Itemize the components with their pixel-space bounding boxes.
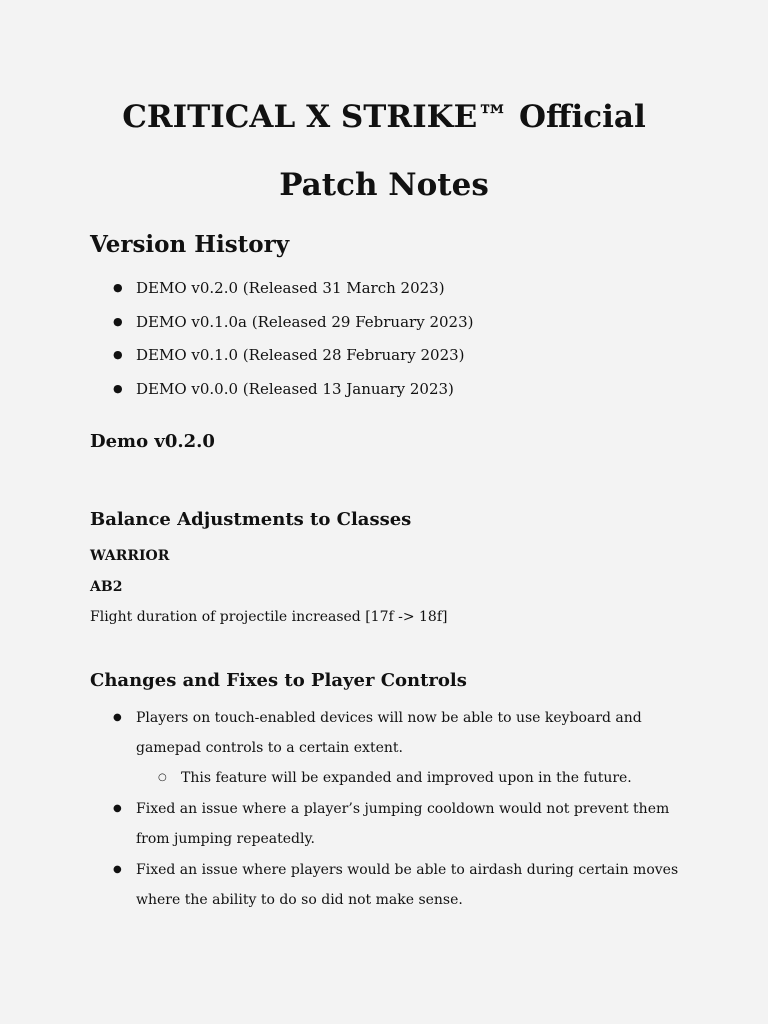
list-item <box>90 277 680 299</box>
version-history-list <box>90 277 680 411</box>
version-entry: DEMO v0.2.0 (Released 31 March 2023) <box>136 279 445 297</box>
version-entry: DEMO v0.1.0a (Released 29 February 2023) <box>136 312 474 331</box>
disc-bullet-icon: ● <box>113 348 123 361</box>
version-entry: DEMO v0.0.0 (Released 13 January 2023) <box>136 379 454 398</box>
list-item <box>90 794 680 854</box>
document-title: CRITICAL X STRIKE™ Official Patch Notes <box>122 99 646 203</box>
ability-label: AB2 <box>90 579 123 595</box>
sub-list <box>136 763 680 793</box>
balance-heading: Balance Adjustments to Classes <box>90 509 412 530</box>
control-change-text: Fixed an issue where players would be able to airdash during certain moves where the ability to do so did not make sense. <box>136 862 679 908</box>
list-item <box>90 703 680 793</box>
version-history-heading: Version History <box>90 231 290 258</box>
class-name-label: WARRIOR <box>90 548 170 564</box>
disc-bullet-icon: ● <box>113 381 123 395</box>
control-change-text: Players on touch-enabled devices will now be able to use keyboard and gamepad controls to a certain extent. <box>136 710 642 756</box>
controls-heading: Changes and Fixes to Player Controls <box>90 670 467 691</box>
control-change-text: Fixed an issue where a player’s jumping cooldown would not prevent them from jumping repeatedly. <box>136 801 670 847</box>
list-item <box>90 378 680 400</box>
sub-list-item <box>136 763 680 793</box>
list-item <box>90 311 680 333</box>
disc-bullet-icon: ● <box>113 803 122 814</box>
version-entry: DEMO v0.1.0 (Released 28 February 2023) <box>136 346 465 364</box>
disc-bullet-icon: ● <box>113 712 122 723</box>
disc-bullet-icon: ● <box>113 281 123 294</box>
demo-section-heading: Demo v0.2.0 <box>90 431 215 452</box>
list-item <box>90 344 680 366</box>
list-item <box>90 855 680 915</box>
circle-bullet-icon: ○ <box>158 772 167 783</box>
sub-item-text: This feature will be expanded and improved upon in the future. <box>181 770 632 786</box>
disc-bullet-icon: ● <box>113 314 123 328</box>
disc-bullet-icon: ● <box>113 864 122 875</box>
controls-list <box>90 703 680 916</box>
balance-change-text: Flight duration of projectile increased [17f -> 18f] <box>90 609 448 625</box>
